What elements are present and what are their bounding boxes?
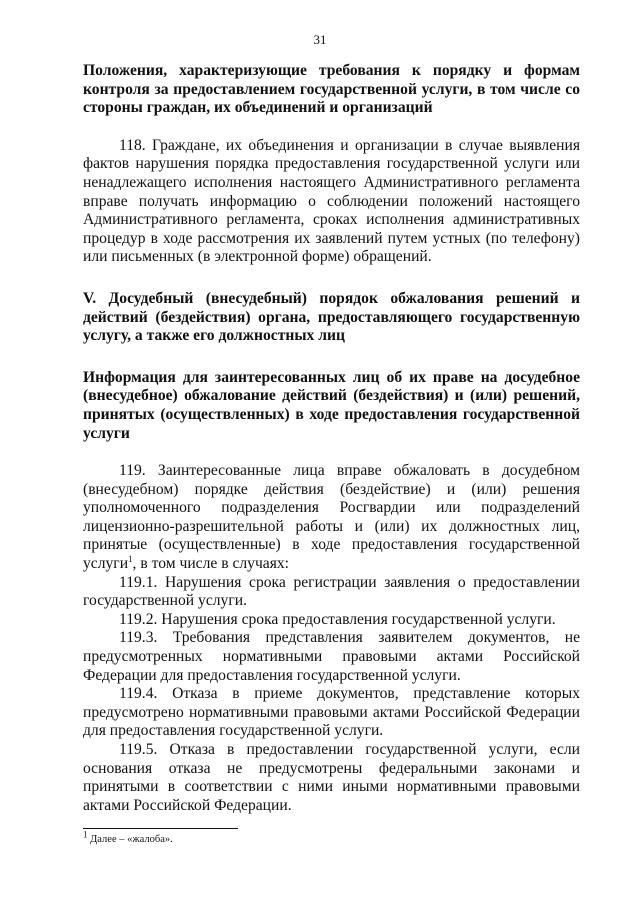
paragraph-118: 118. Граждане, их объединения и организации в случае выявления фактов нарушения порядка предоставления государственной услуги или ненадлежащего исполнения настоящего Административного регламента вправе получать информацию о соблюдении положений настоящего Административного регламента, сроках исполнения административных процедур в ходе рассмотрения их заявлений путем устных (по телефону) или письменных (в электронной форме) обращений. bbox=[83, 136, 580, 266]
footnote-text: Далее – «жалоба». bbox=[87, 834, 173, 845]
document-body bbox=[83, 62, 580, 815]
footnote-divider bbox=[83, 828, 238, 829]
page-number: 31 bbox=[313, 32, 327, 47]
footnote bbox=[83, 829, 173, 845]
section-heading: Положения, характеризующие требования к порядку и формам контроля за предоставлением государственной услуги, в том числе со стороны граждан, их объединений и организаций bbox=[83, 62, 580, 117]
chapter-heading: V. Досудебный (внесудебный) порядок обжалования решений и действий (бездействия) органа, предоставляющего государственную услугу, а также его должностных лиц bbox=[83, 289, 580, 345]
info-heading: Информация для заинтересованных лиц об их праве на досудебное (внесудебное) обжалование действий (бездействия) и (или) решений, принятых (осуществленных) в ходе предоставления государственной услуги bbox=[83, 368, 580, 442]
paragraph-119-text: 119. Заинтересованные лица вправе обжаловать в досудебном (внесудебном) порядке действия (бездействие) и (или) решения уполномоченного подразделения Росгвардии или подразделений лицензионно-разрешительной работы и (или) их должностных лиц, принятые (осуществленные) в ходе предоставления государственной услуги bbox=[83, 462, 580, 573]
paragraph-119-5: 119.5. Отказа в предоставлении государственной услуги, если основания отказа не предусмотрены федеральными законами и принятыми в соответствии с ними иными нормативными правовыми актами Российской Федерации. bbox=[83, 741, 580, 814]
paragraph-119-2: 119.2. Нарушения срока предоставления государственной услуги. bbox=[119, 610, 556, 628]
paragraph-119-tail: , в том числе в случаях: bbox=[132, 555, 290, 573]
footnote-reference[interactable]: 1 bbox=[128, 553, 133, 564]
paragraph-119-4: 119.4. Отказа в приеме документов, представление которых предусмотрено нормативными правовыми актами Российской Федерации для предоставления государственной услуги. bbox=[83, 685, 580, 740]
footnote-mark: 1 bbox=[83, 829, 88, 840]
paragraph-119-1: 119.1. Нарушения срока регистрации заявления о предоставлении государственной услуги. bbox=[83, 573, 580, 610]
paragraph-119-3: 119.3. Требования представления заявителем документов, не предусмотренных нормативными правовыми актами Российской Федерации для предоставления государственной услуги. bbox=[83, 629, 580, 684]
paragraph-119 bbox=[83, 462, 580, 574]
